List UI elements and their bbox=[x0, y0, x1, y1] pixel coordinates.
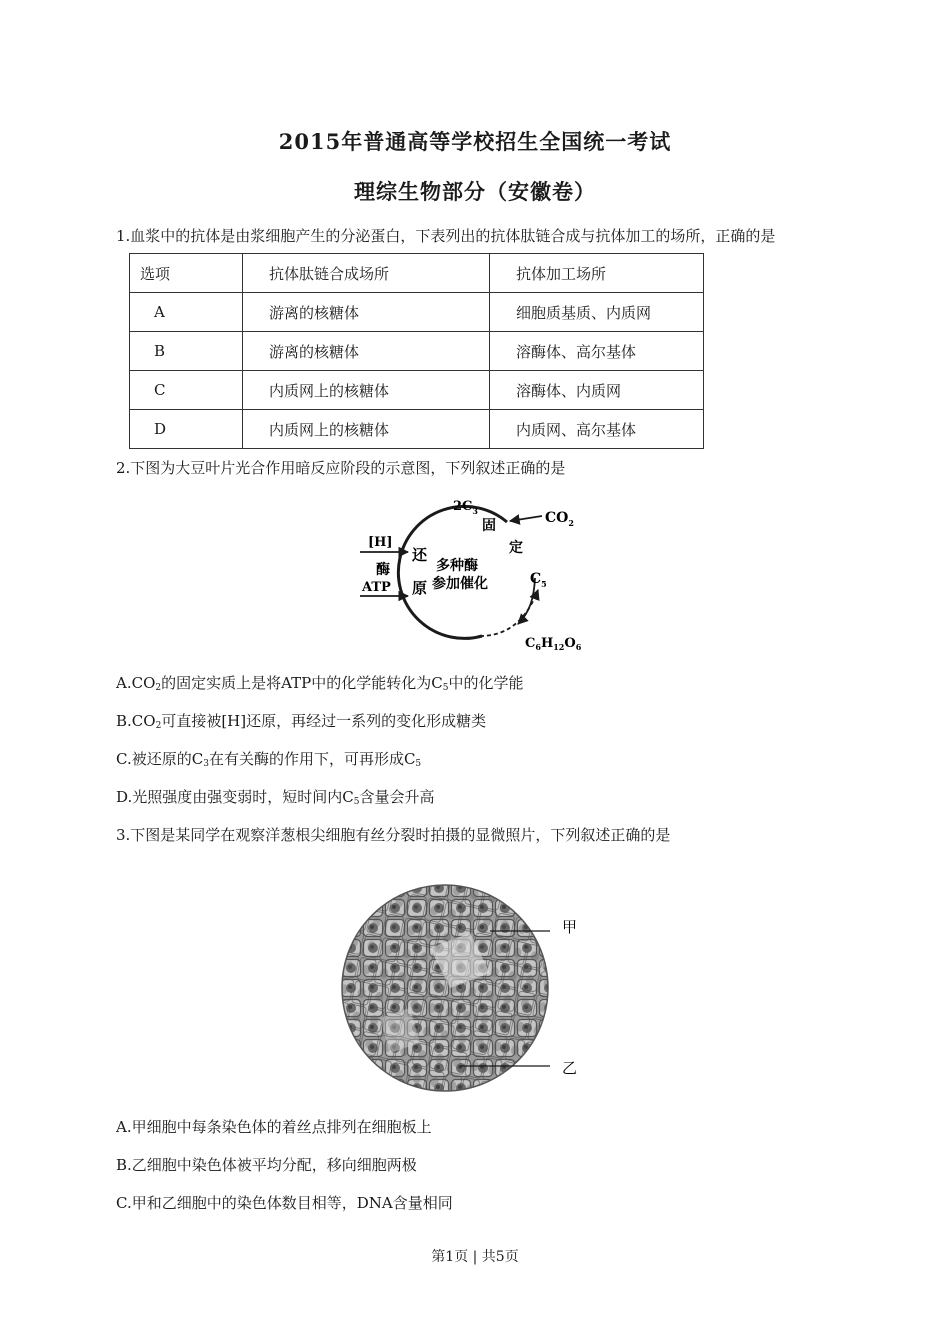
table-row bbox=[130, 332, 704, 371]
q3-stem: 3.下图是某同学在观察洋葱根尖细胞有丝分裂时拍摄的显微照片，下列叙述正确的是 bbox=[116, 826, 671, 844]
table-cell: A bbox=[130, 293, 243, 332]
q3-option-b: B.乙细胞中染色体被平均分配，移向细胞两极 bbox=[116, 1156, 417, 1174]
enzyme-label: 酶 bbox=[376, 562, 390, 578]
glucose-label: $C_6H_{12}O_6$ bbox=[525, 636, 582, 652]
table-cell: 游离的核糖体 bbox=[243, 293, 490, 332]
q2-stem: 2.下图为大豆叶片光合作用暗反应阶段的示意图，下列叙述正确的是 bbox=[116, 459, 566, 477]
reduce-label-1: 还 bbox=[412, 546, 428, 564]
table-cell: B bbox=[130, 332, 243, 371]
q2-option-a: $A.CO_2$的固定实质上是将ATP中的化学能转化为$C_5$中的化学能 bbox=[116, 674, 524, 693]
q1-stem: 1.血浆中的抗体是由浆细胞产生的分泌蛋白，下表列出的抗体肽链合成与抗体加工的场所，正确的是 bbox=[116, 227, 776, 245]
table-row bbox=[130, 410, 704, 449]
table-cell: 内质网上的核糖体 bbox=[243, 371, 490, 410]
center-label-1: 多种酶 bbox=[436, 558, 478, 574]
q2-option-d: D.光照强度由强变弱时，短时间内$C_5$含量会升高 bbox=[116, 788, 435, 807]
table-cell: D bbox=[130, 410, 243, 449]
table-row bbox=[130, 293, 704, 332]
table-cell: 游离的核糖体 bbox=[243, 332, 490, 371]
table-row bbox=[130, 371, 704, 410]
fix-label-1: 固 bbox=[482, 518, 496, 534]
table-header-cell: 抗体加工场所 bbox=[490, 254, 704, 293]
q3-option-a: A.甲细胞中每条染色体的着丝点排列在细胞板上 bbox=[116, 1118, 432, 1136]
jia-label: 甲 bbox=[562, 918, 578, 936]
table-cell: 溶酶体、高尔基体 bbox=[490, 332, 704, 371]
table-cell: 内质网、高尔基体 bbox=[490, 410, 704, 449]
micrograph-image bbox=[340, 878, 600, 1098]
table-header-cell: 抗体肽链合成场所 bbox=[243, 254, 490, 293]
yi-label: 乙 bbox=[562, 1059, 578, 1077]
co2-label: $CO_2$ bbox=[545, 510, 574, 528]
q1-table bbox=[129, 253, 704, 449]
table-header-row bbox=[130, 254, 704, 293]
c5-label: $C_5$ bbox=[530, 571, 547, 589]
q2-option-c: C.被还原的$C_3$在有关酶的作用下，可再形成$C_5$ bbox=[116, 750, 422, 769]
reduce-label-2: 原 bbox=[412, 579, 428, 597]
co2-arrow bbox=[510, 516, 542, 521]
calvin-cycle-diagram bbox=[352, 490, 592, 656]
center-label-2: 参加催化 bbox=[432, 576, 488, 592]
c3-label: $2C_3$ bbox=[453, 499, 478, 516]
atp-label: ATP bbox=[362, 580, 391, 595]
exam-title: 2015年普通高等学校招生全国统一考试 bbox=[278, 129, 672, 154]
page-footer: 第1页 | 共5页 bbox=[431, 1249, 519, 1265]
table-cell: 溶酶体、内质网 bbox=[490, 371, 704, 410]
table-header-cell: 选项 bbox=[130, 254, 243, 293]
table-cell: C bbox=[130, 371, 243, 410]
table-cell: 内质网上的核糖体 bbox=[243, 410, 490, 449]
regeneration-dashed-arrow bbox=[480, 590, 538, 636]
h-label: [H] bbox=[368, 535, 393, 550]
exam-subtitle: 理综生物部分（安徽卷） bbox=[354, 179, 596, 204]
table-cell: 细胞质基质、内质网 bbox=[490, 293, 704, 332]
fix-label-2: 定 bbox=[509, 540, 523, 556]
q2-option-b: $B.CO_2$可直接被[H]还原，再经过一系列的变化形成糖类 bbox=[116, 712, 487, 731]
q3-option-c: C.甲和乙细胞中的染色体数目相等，DNA含量相同 bbox=[116, 1194, 453, 1212]
